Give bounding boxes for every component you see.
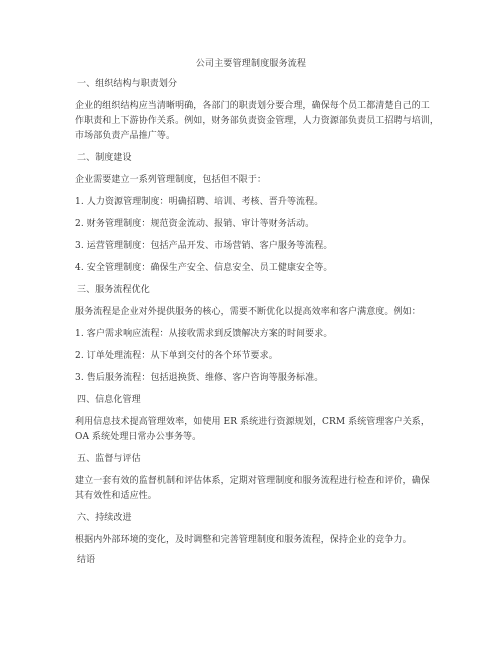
paragraph-line: 企业需要建立一系列管理制度，包括但不限于： (75, 175, 267, 185)
list-item: 3. 售后服务流程：包括退换货、维修、客户咨询等服务标准。 (75, 373, 324, 383)
paragraph-line: 市场部负责产品推广等。 (75, 131, 176, 141)
section-heading-continuous-improvement: 六、持续改进 (77, 513, 132, 523)
section-heading-supervision: 五、监督与评估 (77, 454, 141, 464)
paragraph-line: 根据内外部环境的变化，及时调整和完善管理制度和服务流程，保持企业的竞争力。 (75, 535, 412, 545)
list-item: 4. 安全管理制度：确保生产安全、信息安全、员工健康安全等。 (75, 263, 333, 273)
section-heading-system-building: 二、制度建设 (77, 153, 132, 163)
list-item: 1. 人力资源管理制度：明确招聘、培训、考核、晋升等流程。 (75, 197, 324, 207)
section-heading-service-optimization: 三、服务流程优化 (77, 285, 150, 295)
list-item: 3. 运营管理制度：包括产品开发、市场营销、客户服务等流程。 (75, 241, 333, 251)
paragraph-line: 企业的组织结构应当清晰明确，各部门的职责划分要合理，确保每个员工都清楚自己的工 (75, 101, 430, 111)
paragraph-line: 服务流程是企业对外提供服务的核心，需要不断优化以提高效率和客户满意度。例如： (75, 307, 421, 317)
paragraph-line: 作职责和上下游协作关系。例如，财务部负责资金管理，人力资源部负责员工招聘与培训， (75, 116, 440, 126)
document-title: 公司主要管理制度服务流程 (195, 59, 307, 69)
paragraph-line: 利用信息技术提高管理效率，如使用 ER 系统进行资源规划，CRM 系统管理客户关系， (75, 417, 431, 427)
paragraph-line: OA 系统处理日常办公事务等。 (75, 432, 202, 442)
section-heading-informatization: 四、信息化管理 (77, 395, 141, 405)
list-item: 2. 财务管理制度：规范资金流动、报销、审计等财务活动。 (75, 219, 315, 229)
list-item: 2. 订单处理流程：从下单到交付的各个环节要求。 (75, 351, 278, 361)
section-heading-conclusion: 结语 (77, 555, 96, 565)
paragraph-line: 其有效性和适应性。 (75, 491, 157, 501)
list-item: 1. 客户需求响应流程：从接收需求到反馈解决方案的时间要求。 (75, 329, 333, 339)
paragraph-line: 建立一套有效的监督机制和评估体系，定期对管理制度和服务流程进行检查和评价，确保 (75, 476, 430, 486)
section-heading-organization: 一、组织结构与职责划分 (77, 79, 178, 89)
